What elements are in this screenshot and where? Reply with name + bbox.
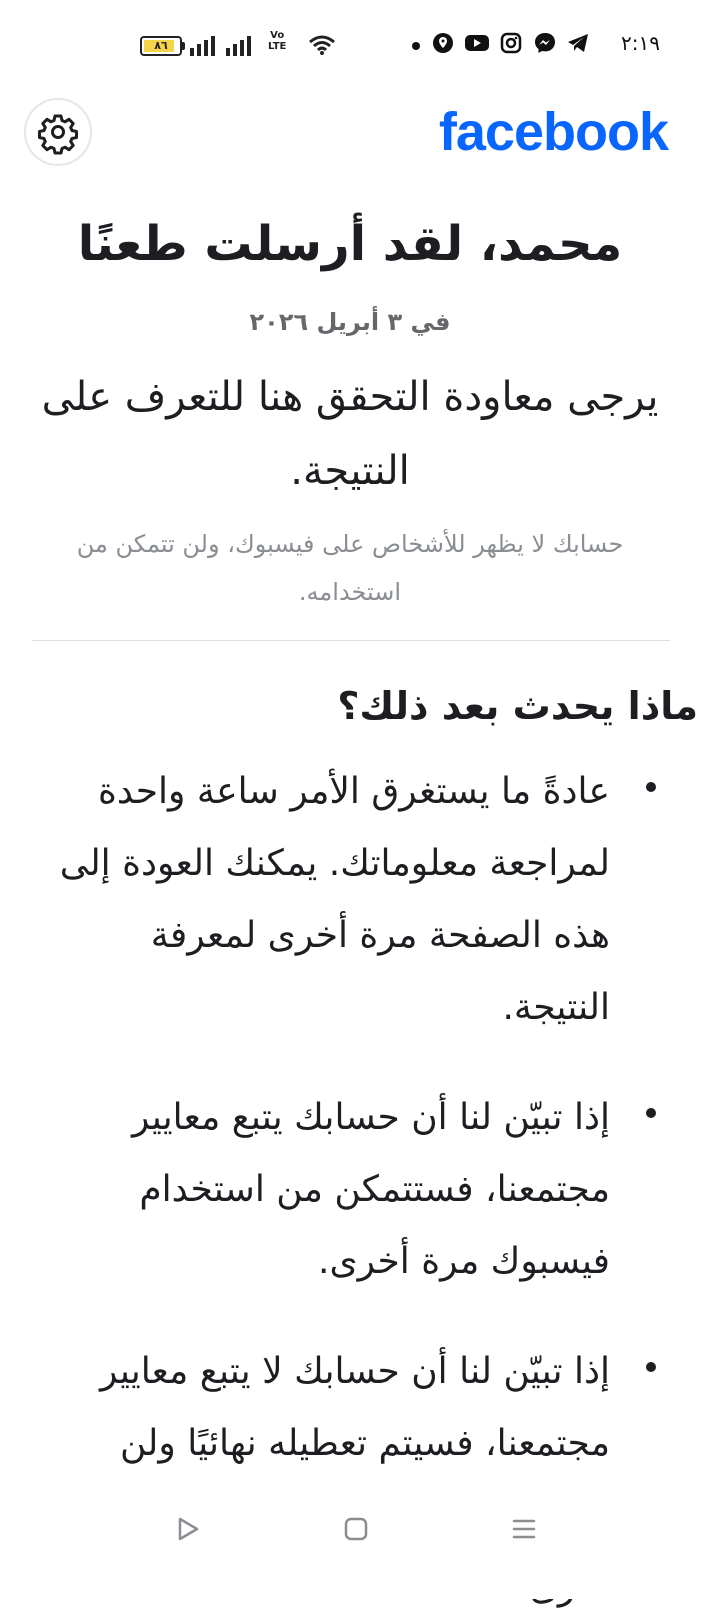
bullet-icon: [646, 782, 656, 792]
back-button[interactable]: [158, 1504, 218, 1554]
account-note: حسابك لا يظهر للأشخاص على فيسبوك، ولن تتمكن من استخدامه.: [76, 530, 624, 606]
bullet-icon: [646, 1362, 656, 1372]
list-item: [32, 756, 668, 1044]
list-item-text: إذا تبيّن لنا أن حسابك يتبع معايير مجتمعنا، فستتمكن من استخدام فيسبوك مرة أخرى.: [131, 1097, 610, 1282]
notification-dot: [412, 42, 420, 50]
status-headline: يرجى معاودة التحقق هنا للتعرف على النتيجة.: [41, 374, 659, 494]
signal-icon: [226, 34, 254, 56]
volte-indicator: Vo LTE: [268, 30, 287, 52]
list-item-text: عادةً ما يستغرق الأمر ساعة واحدة لمراجعة معلوماتك. يمكنك العودة إلى هذه الصفحة مرة أخرى لمعرفة النتيجة.: [59, 771, 610, 1028]
status-bar: [0, 0, 714, 90]
section-heading: ماذا يحدث بعد ذلك؟: [337, 684, 698, 728]
messenger-icon: [534, 32, 556, 54]
back-icon: [175, 1516, 201, 1542]
list-item-text: إذا تبيّن لنا أن حسابك لا يتبع معايير مجتمعنا، فسيتم تعطيله نهائيًا ولن: [99, 1351, 610, 1464]
battery-indicator: [140, 36, 182, 56]
gear-icon: [38, 112, 78, 152]
page-title: محمد، لقد أرسلت طعنًا: [77, 216, 623, 272]
google-maps-icon: [432, 32, 454, 54]
home-button[interactable]: [326, 1504, 386, 1554]
menu-icon: [511, 1516, 537, 1542]
navigation-bar: [0, 1480, 714, 1599]
signal-icon: [190, 34, 218, 56]
telegram-icon: [566, 32, 590, 54]
youtube-icon: [464, 32, 490, 54]
wifi-icon: [308, 34, 336, 56]
list-item: [32, 1082, 668, 1298]
settings-button[interactable]: [24, 98, 92, 166]
divider: [32, 640, 670, 641]
battery-tip: [182, 42, 185, 50]
clock: ٢:١٩: [621, 31, 660, 55]
bullet-icon: [646, 1108, 656, 1118]
appeal-date: في ٣ أبريل ٢٠٢٦: [249, 308, 451, 336]
menu-button[interactable]: [494, 1504, 554, 1554]
instagram-icon: [500, 32, 522, 54]
next-steps-list: [32, 756, 668, 1480]
facebook-logo[interactable]: facebook: [438, 102, 668, 162]
battery-level: ٨٦: [154, 39, 168, 52]
home-icon: [343, 1516, 369, 1542]
